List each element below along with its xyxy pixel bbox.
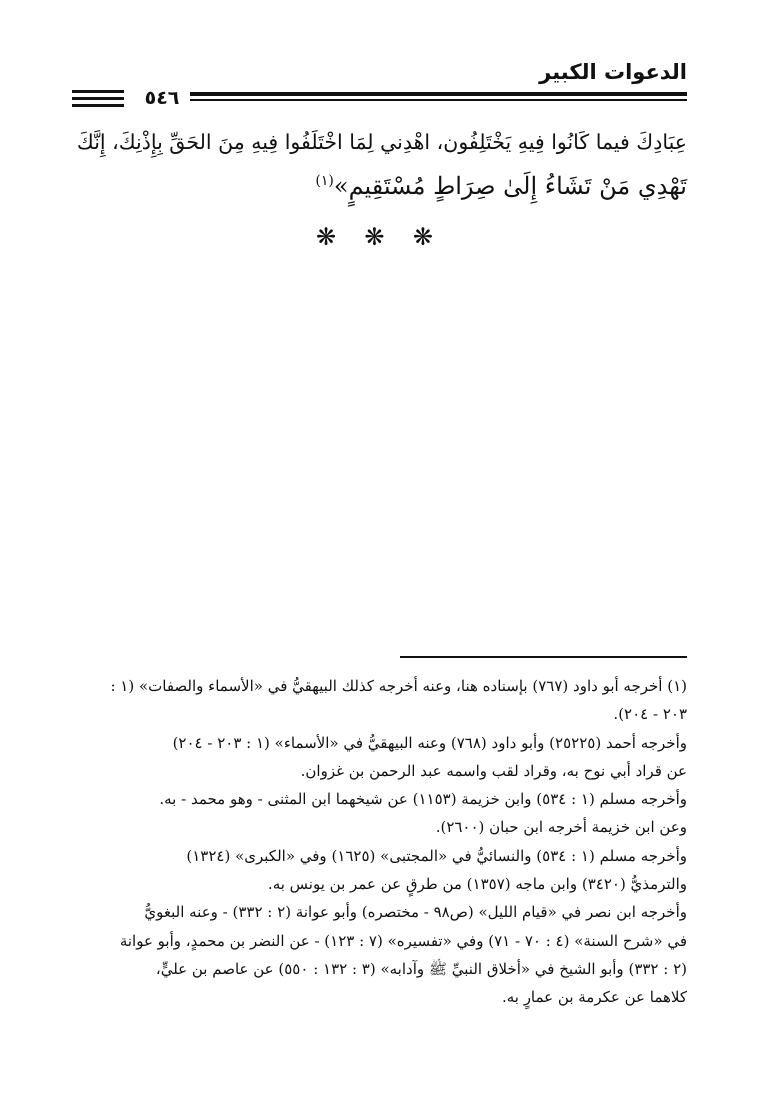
footnote-line: والترمذيُّ (٣٤٢٠) وابن ماجه (١٣٥٧) من طرقٍ عن عمر بن يونس به. (267, 875, 687, 894)
footnotes (72, 672, 687, 1012)
footnote-rule (400, 656, 687, 658)
footnote-line: وأخرجه ابن نصر في «قيام الليل» (ص٩٨ - مختصره) وأبو عوانة (٢ : ٣٣٢) - وعنه البغويُّ (144, 903, 687, 922)
main-text-line-content: تَهْدِي مَنْ تَشَاءُ إِلَىٰ صِرَاطٍ مُسْتَقِيمٍ» (333, 172, 687, 200)
footnote-line: (٢ : ٣٣٢) وأبو الشيخ في «أخلاق النبيِّ ﷺ وآدابه» (٣ : ١٣٢ : ٥٥٠) عن عاصم بن عليٍّ، (155, 959, 687, 978)
page-number-box (72, 86, 190, 110)
footnote-line: وأخرجه مسلم (١ : ٥٣٤) والنسائيُّ في «المجتبى» (١٦٢٥) وفي «الكبرى» (١٣٢٤) (186, 846, 687, 865)
book-title: الدعوات الكبير (539, 60, 687, 84)
page-number: ٥٤٦ (144, 87, 180, 109)
footnote-line: وأخرجه مسلم (١ : ٥٣٤) وابن خزيمة (١١٥٣) عن شيخهما ابن المثنى - وهو محمد - به. (159, 790, 687, 809)
footnote-reference[interactable]: (١) (315, 173, 334, 189)
footnote-line: (١) أخرجه أبو داود (٧٦٧) بإسناده هنا، وعنه أخرجه كذلك البيهقيُّ في «الأسماء والصفات» (١ : (110, 677, 687, 695)
running-header (72, 58, 687, 112)
section-separator: ❋ ❋ ❋ (315, 223, 444, 251)
footnote-line: عن قراد أبي نوح به، وقراد لقب واسمه عبد الرحمن بن غزوان. (300, 761, 687, 780)
footnote-line: وأخرجه أحمد (٢٥٢٢٥) وأبو داود (٧٦٨) وعنه البيهقيُّ في «الأسماء» (١ : ٢٠٣ - ٢٠٤) (172, 733, 687, 752)
main-text (72, 120, 687, 208)
page-number-ornament (72, 90, 124, 111)
main-text-line (72, 164, 687, 208)
main-text-line: عِبَادِكَ فيما كَانُوا فِيهِ يَخْتَلِفُون، اهْدِني لِمَا اخْتَلَفُوا فِيهِ مِنَ الحَقِّ بِإِذْنِكَ، إِنَّكَ (76, 130, 687, 154)
footnote-line: في «شرح السنة» (٤ : ٧٠ - ٧١) وفي «تفسيره» (٧ : ١٢٣) - عن النضر بن محمدٍ، وأبو عوانة (119, 931, 687, 950)
footnote-line: وعن ابن خزيمة أخرجه ابن حبان (٢٦٠٠). (435, 818, 687, 837)
footnote-line: ٢٠٣ - ٢٠٤). (613, 705, 687, 724)
footnote-line: كلاهما عن عكرمة بن عمارٍ به. (501, 988, 687, 1007)
